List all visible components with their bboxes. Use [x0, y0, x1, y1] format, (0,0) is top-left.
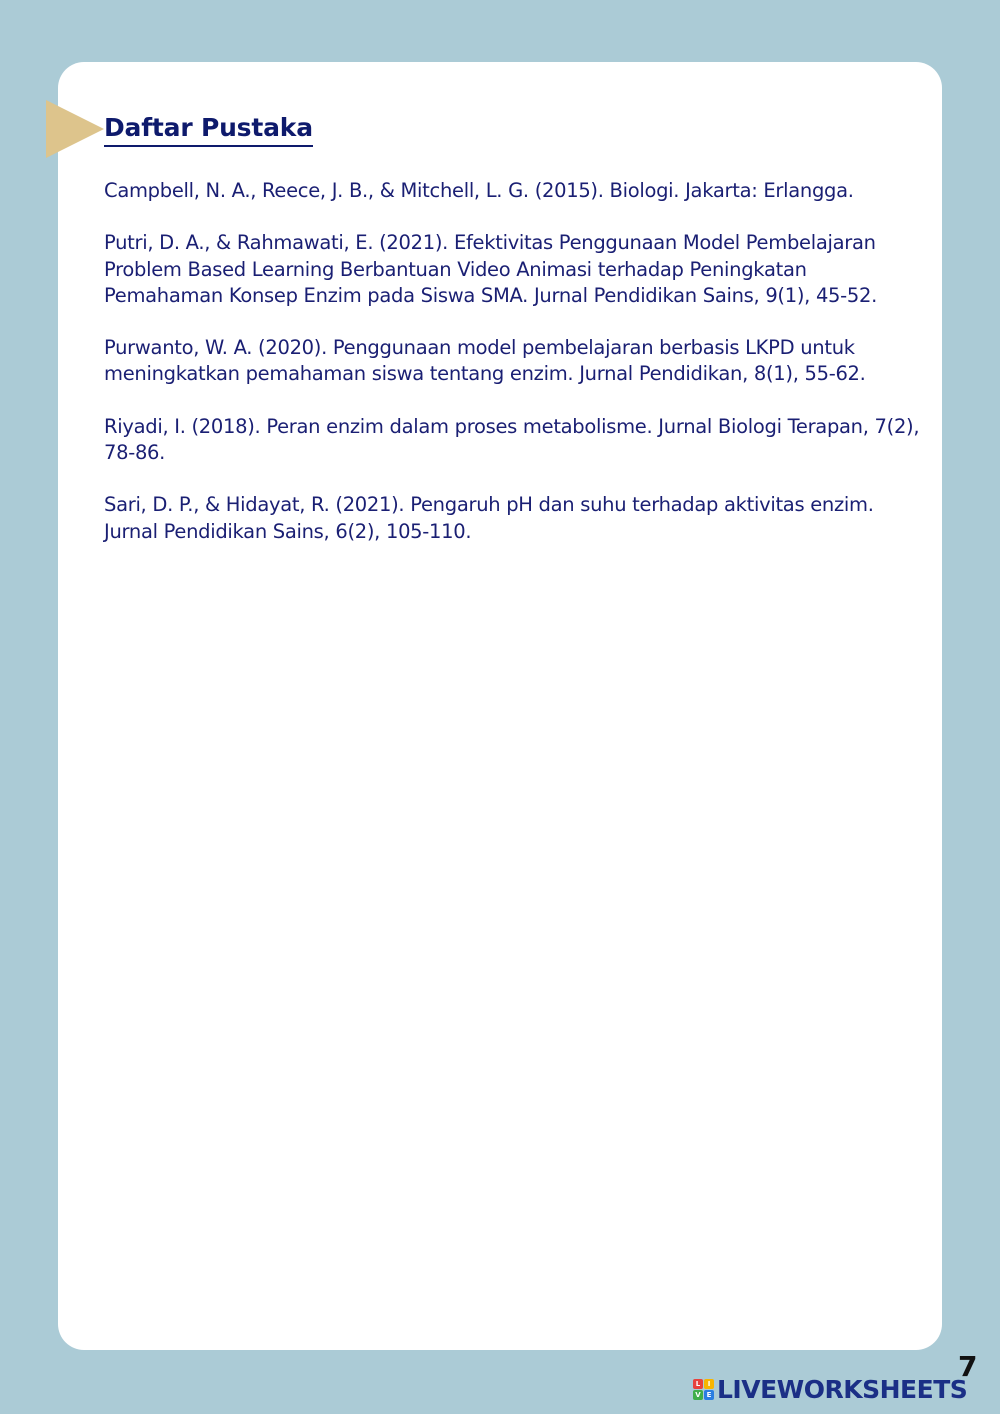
liveworksheets-brand	[693, 1372, 967, 1406]
page-title: Daftar Pustaka	[104, 112, 313, 147]
logo-letter: E	[704, 1390, 714, 1400]
reference-item: Purwanto, W. A. (2020). Penggunaan model pembelajaran berbasis LKPD untuk meningkatkan pemahaman siswa tentang enzim. Jurnal Pendidikan, 8(1), 55-62.	[104, 336, 866, 386]
reference-item: Putri, D. A., & Rahmawati, E. (2021). Efektivitas Penggunaan Model Pembelajaran Problem Based Learning Berbantuan Video Animasi terhadap Peningkatan Pemahaman Konsep Enzim pada Siswa SMA. Jurnal Pendidikan Sains, 9(1), 45-52.	[104, 231, 878, 307]
page-number: 7	[958, 1350, 978, 1383]
reference-item: Campbell, N. A., Reece, J. B., & Mitchell, L. G. (2015). Biologi. Jakarta: Erlangga.	[104, 179, 854, 202]
logo-letter: V	[693, 1390, 703, 1400]
logo-letter: I	[704, 1379, 714, 1389]
heading-triangle-marker	[46, 100, 104, 158]
reference-item: Sari, D. P., & Hidayat, R. (2021). Pengaruh pH dan suhu terhadap aktivitas enzim. Jurnal Pendidikan Sains, 6(2), 105-110.	[104, 493, 874, 543]
reference-list	[104, 178, 922, 571]
liveworksheets-logo-icon	[693, 1379, 714, 1400]
brand-name: LIVEWORKSHEETS	[717, 1374, 968, 1404]
reference-item: Riyadi, I. (2018). Peran enzim dalam proses metabolisme. Jurnal Biologi Terapan, 7(2), 78-86.	[104, 414, 920, 465]
logo-letter: L	[693, 1379, 703, 1389]
